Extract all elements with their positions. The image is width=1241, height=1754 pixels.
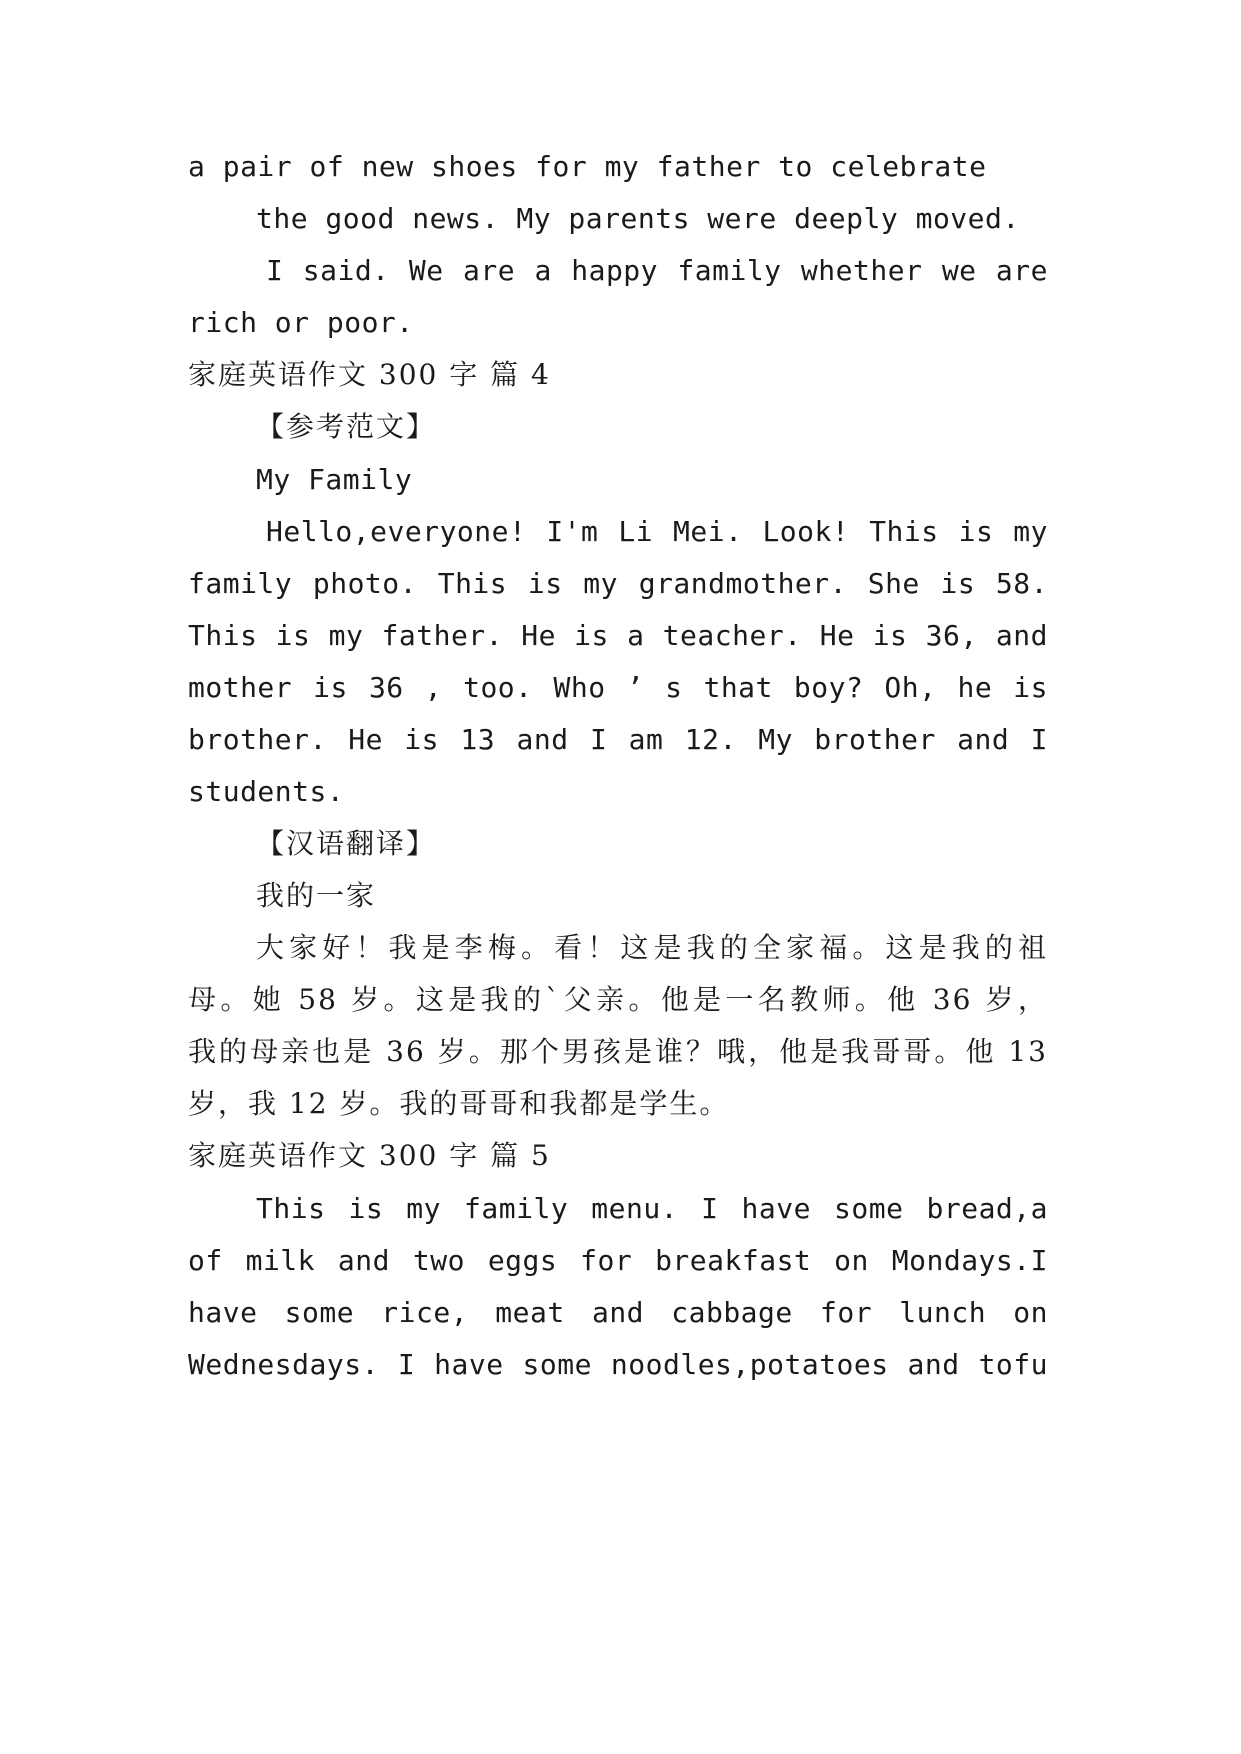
text-line: mother is 36 , too. Who ’ s that boy? Oh, he is — [188, 671, 1048, 704]
text-line: This is my father. He is a teacher. He is 36, and — [188, 619, 1048, 652]
text-line: 母。她 58 岁。这是我的`父亲。他是一名教师。他 36 岁， — [188, 983, 1048, 1016]
text-line: 大家好！我是李梅。看！这是我的全家福。这是我的祖 — [256, 931, 1048, 964]
text-line: family photo. This is my grandmother. She is 58. — [188, 567, 1048, 600]
text-line: brother. He is 13 and I am 12. My brother and I — [188, 723, 1048, 756]
text-line: 我的母亲也是 36 岁。那个男孩是谁？哦，他是我哥哥。他 13 — [188, 1035, 1048, 1068]
text-line: This is my family menu. I have some bread,a — [256, 1192, 1048, 1225]
section-heading: 家庭英语作文 300 字 篇 5 — [188, 1139, 551, 1172]
text-line: Wednesdays. I have some noodles,potatoes and tofu — [188, 1348, 1048, 1381]
subheading-translation: 【汉语翻译】 — [256, 827, 437, 860]
text-line: students. — [188, 775, 345, 808]
text-line: the good news. My parents were deeply moved. — [256, 202, 1020, 235]
translation-title: 我的一家 — [256, 879, 377, 912]
text-line: rich or poor. — [188, 306, 414, 339]
essay-title: My Family — [256, 463, 413, 496]
text-line: 岁，我 12 岁。我的哥哥和我都是学生。 — [188, 1087, 730, 1120]
section-heading: 家庭英语作文 300 字 篇 4 — [188, 358, 551, 391]
text-line: of milk and two eggs for breakfast on Mondays.I — [188, 1244, 1048, 1277]
text-line: Hello,everyone! I'm Li Mei. Look! This is my — [266, 515, 1048, 548]
subheading-reference: 【参考范文】 — [256, 410, 437, 443]
text-line: I said. We are a happy family whether we are — [266, 254, 1048, 287]
text-line: a pair of new shoes for my father to celebrate — [188, 150, 987, 183]
text-line: have some rice, meat and cabbage for lunch on — [188, 1296, 1048, 1329]
